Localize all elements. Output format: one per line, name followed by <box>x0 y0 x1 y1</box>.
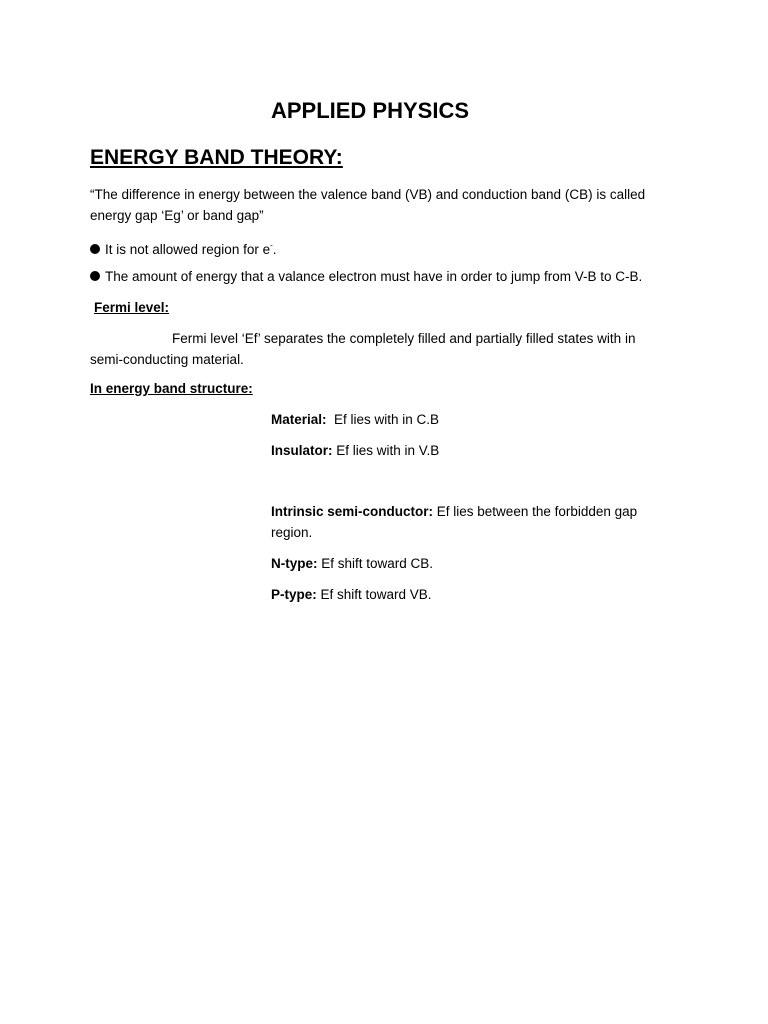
bullet-text: It is not allowed region for e <box>105 242 271 257</box>
bullet-text: The amount of energy that a valance electron must have in order to jump from V-B to C-B. <box>105 269 643 284</box>
bullet-suffix: . <box>272 242 277 257</box>
item-text: Ef shift toward VB. <box>316 587 432 602</box>
item-label: Insulator: <box>271 443 333 458</box>
item-label: Intrinsic semi-conductor: <box>271 504 434 519</box>
item-text: Ef lies between the forbidden gap region. <box>271 504 638 540</box>
item-label: Material: <box>271 412 327 427</box>
item-label: N-type: <box>271 556 318 571</box>
bullet-dot-icon <box>90 271 100 281</box>
fermi-level-text: Fermi level ‘Ef’ separates the completely filled and partially filled states with in semi-conducting material. <box>90 331 636 367</box>
structure-item-material <box>271 409 671 430</box>
definition-paragraph: “The difference in energy between the valence band (VB) and conduction band (CB) is called energy gap ‘Eg’ or band gap” <box>90 187 646 223</box>
item-text: Ef shift toward CB. <box>317 556 434 571</box>
item-text: Ef lies with in V.B <box>332 443 440 458</box>
item-label: P-type: <box>271 587 317 602</box>
bullet-superscript: - <box>270 241 273 250</box>
fermi-level-paragraph <box>90 328 660 370</box>
bullet-dot-icon <box>90 244 100 254</box>
structure-item-n-type <box>271 553 671 574</box>
structure-item-insulator <box>271 440 671 461</box>
bullet-item-1 <box>90 235 710 260</box>
band-structure-heading: In energy band structure: <box>90 381 253 396</box>
fermi-level-heading: Fermi level: <box>94 300 170 315</box>
bullet-item-2 <box>90 266 710 287</box>
structure-item-intrinsic <box>271 501 651 543</box>
structure-item-p-type <box>271 584 671 605</box>
document-title: APPLIED PHYSICS <box>270 98 470 123</box>
section-heading: ENERGY BAND THEORY: <box>90 146 343 169</box>
item-text: Ef lies with in C.B <box>326 412 440 427</box>
